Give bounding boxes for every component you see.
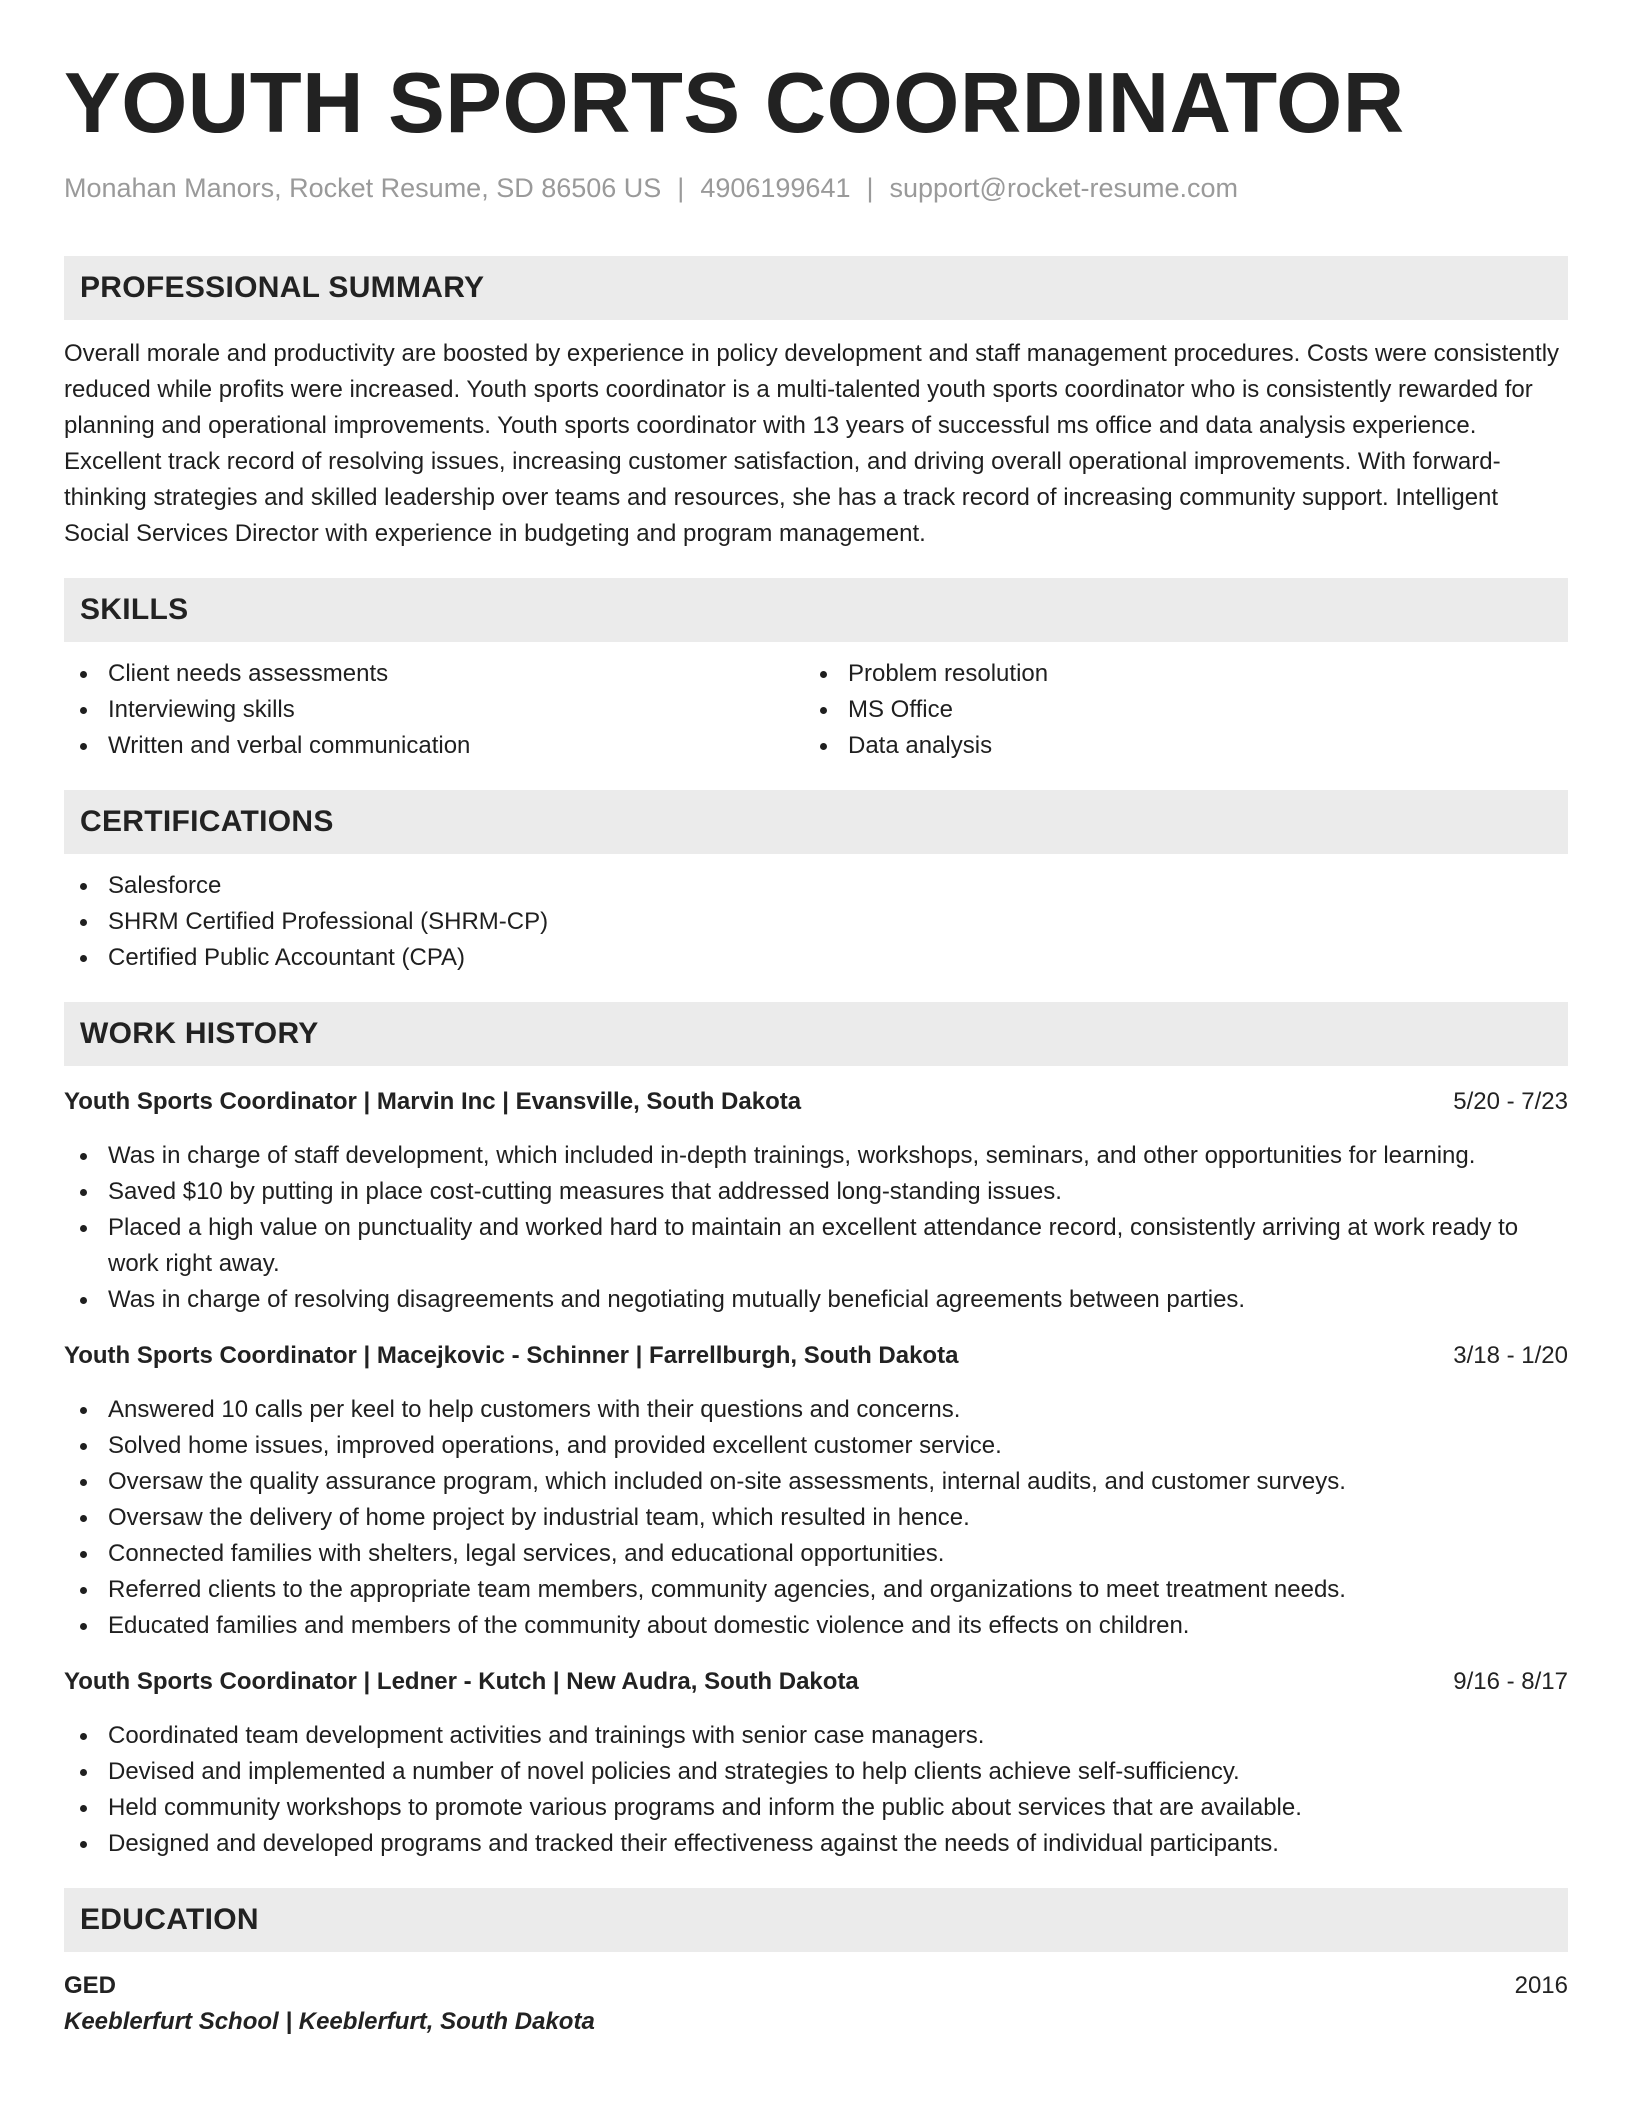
education-year: 2016 — [1514, 1972, 1568, 1999]
job-bullet: Placed a high value on punctuality and worked hard to maintain an excellent attendance record, consistently arriving at work ready to work right away. — [64, 1210, 1568, 1282]
contact-separator: | — [677, 173, 685, 203]
job-bullets — [64, 1138, 1568, 1318]
job-bullet: Solved home issues, improved operations, and provided excellent customer service. — [64, 1428, 1568, 1464]
job-bullet: Connected families with shelters, legal services, and educational opportunities. — [64, 1536, 1568, 1572]
education-degree: GED — [64, 1972, 117, 1999]
skill-item: Interviewing skills — [64, 692, 804, 728]
job-bullet: Held community workshops to promote various programs and inform the public about services that are available. — [64, 1790, 1568, 1826]
candidate-name: YOUTH SPORTS COORDINATOR — [64, 56, 1405, 151]
work-history-section-heading: WORK HISTORY — [64, 1002, 1568, 1066]
job-entry — [64, 1338, 1568, 1644]
skill-item: Data analysis — [804, 728, 1544, 764]
certification-item: SHRM Certified Professional (SHRM-CP) — [64, 904, 1568, 940]
education-section-heading: EDUCATION — [64, 1888, 1568, 1952]
skill-item: MS Office — [804, 692, 1544, 728]
job-bullet: Oversaw the quality assurance program, which included on-site assessments, internal audits, and customer surveys. — [64, 1464, 1568, 1500]
skills-section-heading: SKILLS — [64, 578, 1568, 642]
job-title-row — [64, 1338, 1568, 1374]
contact-address: Monahan Manors, Rocket Resume, SD 86506 US — [64, 173, 662, 203]
skills-column-right — [804, 656, 1544, 764]
job-bullet: Was in charge of staff development, which included in-depth trainings, workshops, seminars, and other opportunities for learning. — [64, 1138, 1568, 1174]
job-title: Youth Sports Coordinator | Ledner - Kutch | New Audra, South Dakota — [64, 1668, 859, 1695]
job-bullet: Coordinated team development activities and trainings with senior case managers. — [64, 1718, 1568, 1754]
certifications-section-heading: CERTIFICATIONS — [64, 790, 1568, 854]
job-entry — [64, 1084, 1568, 1318]
education-row — [64, 1968, 1568, 2004]
job-dates: 3/18 - 1/20 — [1453, 1342, 1568, 1369]
job-bullet: Devised and implemented a number of novel policies and strategies to help clients achieve self-sufficiency. — [64, 1754, 1568, 1790]
job-title: Youth Sports Coordinator | Marvin Inc | Evansville, South Dakota — [64, 1088, 802, 1115]
job-bullet: Saved $10 by putting in place cost-cutting measures that addressed long-standing issues. — [64, 1174, 1568, 1210]
skill-item: Written and verbal communication — [64, 728, 804, 764]
summary-text: Overall morale and productivity are boosted by experience in policy development and staff management procedures. Costs were consistently reduced while profits were increased. Youth sports coordinator is a multi-talented youth sports coordinator who is consistently rewarded for planning and operational improvements. Youth sports coordinator with 13 years of successful ms office and data analysis experience. Excellent track record of resolving issues, increasing customer satisfaction, and driving overall operational improvements. With forward-thinking strategies and skilled leadership over teams and resources, she has a track record of increasing community support. Intelligent Social Services Director with experience in budgeting and program management. — [64, 340, 1560, 547]
education-entry — [64, 1968, 1568, 2040]
job-dates: 5/20 - 7/23 — [1453, 1088, 1568, 1115]
job-dates: 9/16 - 8/17 — [1453, 1668, 1568, 1695]
job-bullets — [64, 1392, 1568, 1644]
skill-item: Client needs assessments — [64, 656, 804, 692]
contact-email: support@rocket-resume.com — [889, 173, 1239, 203]
certification-item: Salesforce — [64, 868, 1568, 904]
skills-list — [64, 656, 1568, 764]
job-bullet: Was in charge of resolving disagreements and negotiating mutually beneficial agreements between parties. — [64, 1282, 1568, 1318]
certifications-list — [64, 868, 1568, 976]
skill-item: Problem resolution — [804, 656, 1544, 692]
job-title: Youth Sports Coordinator | Macejkovic - Schinner | Farrellburgh, South Dakota — [64, 1342, 959, 1369]
education-school: Keeblerfurt School | Keeblerfurt, South Dakota — [64, 2008, 595, 2035]
job-bullet: Designed and developed programs and tracked their effectiveness against the needs of individual participants. — [64, 1826, 1568, 1862]
skills-column-left — [64, 656, 804, 764]
job-title-row — [64, 1664, 1568, 1700]
certification-item: Certified Public Accountant (CPA) — [64, 940, 1568, 976]
contact-line — [64, 170, 1568, 206]
job-bullet: Referred clients to the appropriate team members, community agencies, and organizations to meet treatment needs. — [64, 1572, 1568, 1608]
job-bullets — [64, 1718, 1568, 1862]
job-title-row — [64, 1084, 1568, 1120]
job-entry — [64, 1664, 1568, 1862]
job-bullet: Answered 10 calls per keel to help customers with their questions and concerns. — [64, 1392, 1568, 1428]
contact-phone: 4906199641 — [700, 173, 851, 203]
summary-section-heading: PROFESSIONAL SUMMARY — [64, 256, 1568, 320]
job-bullet: Educated families and members of the community about domestic violence and its effects on children. — [64, 1608, 1568, 1644]
job-bullet: Oversaw the delivery of home project by industrial team, which resulted in hence. — [64, 1500, 1568, 1536]
contact-separator: | — [866, 173, 874, 203]
